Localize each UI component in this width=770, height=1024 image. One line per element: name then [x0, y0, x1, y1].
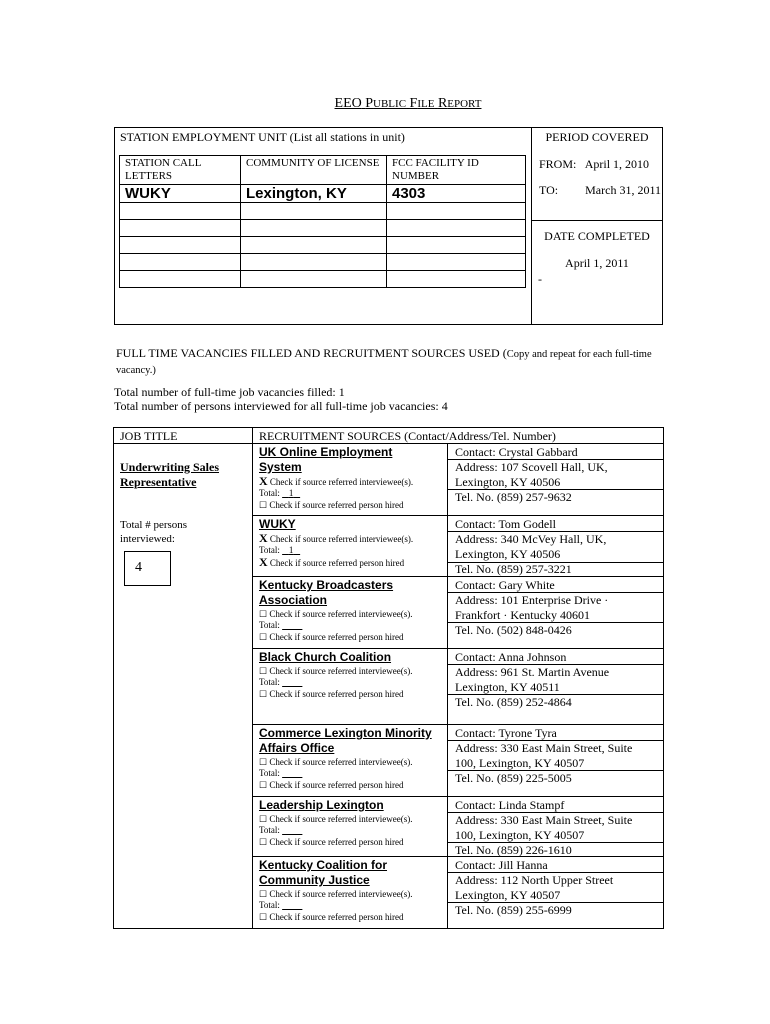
source-name: Affairs Office [259, 741, 335, 755]
hired-mark[interactable]: ☐ [259, 837, 268, 847]
total-label: Total: [259, 768, 280, 778]
job-title-header: JOB TITLE [120, 429, 178, 443]
contact-address: Address: 330 East Main Street, Suite [455, 813, 633, 827]
facility-id-value: 4303 [387, 185, 526, 203]
hired-mark[interactable]: ☐ [259, 689, 268, 699]
hired-mark[interactable]: ☐ [259, 912, 268, 922]
contact-tel: Tel. No. (859) 257-9632 [455, 490, 572, 504]
title-r: R [437, 96, 448, 111]
report-title [0, 96, 770, 112]
hired-check[interactable] [259, 688, 445, 700]
source-entry [259, 798, 445, 848]
source-entry [259, 650, 445, 700]
contact-address: Lexington, KY 40511 [455, 680, 560, 694]
hired-check[interactable] [259, 556, 445, 569]
contact-address: 100, Lexington, KY 40507 [455, 756, 585, 770]
title-eeo: EEO [334, 96, 362, 111]
contact-tel: Tel. No. (859) 226-1610 [455, 843, 572, 857]
interview-mark[interactable]: ☐ [259, 666, 268, 676]
total-label: Total: [259, 488, 280, 498]
from-value: April 1, 2010 [584, 157, 650, 171]
col-facility-id: FCC FACILITY ID NUMBER [387, 156, 526, 185]
total-line [259, 620, 445, 631]
total-value[interactable]: 1 [288, 545, 294, 555]
date-dash: - [538, 272, 542, 286]
from-label: FROM: [539, 157, 577, 171]
total-value[interactable]: 1 [288, 488, 294, 498]
source-name: Kentucky Broadcasters [259, 578, 394, 592]
period-divider [531, 220, 663, 221]
station-table-row [120, 271, 526, 288]
source-divider [252, 724, 664, 725]
source-entry [259, 578, 445, 643]
contact-tel: Tel. No. (502) 848-0426 [455, 623, 572, 637]
persons-interviewed-label [120, 518, 187, 546]
interview-check-text: Check if source referred interviewee(s). [269, 666, 413, 676]
interview-mark[interactable]: X [259, 474, 268, 488]
station-table [119, 155, 526, 288]
contact-name: Contact: Linda Stampf [455, 798, 565, 812]
interview-check-text: Check if source referred interviewee(s). [269, 757, 413, 767]
interviewed-label-1: Total # persons [120, 519, 188, 531]
contact-entry [455, 517, 661, 577]
station-table-row [120, 185, 526, 203]
period-from [539, 157, 649, 172]
contact-entry [455, 726, 661, 786]
contact-name: Contact: Tyrone Tyra [455, 726, 557, 740]
source-entry [259, 517, 445, 569]
interview-check-text: Check if source referred interviewee(s). [269, 814, 413, 824]
hired-check-text: Check if source referred person hired [269, 837, 404, 847]
total-filled: Total number of full-time job vacancies filled: 1 [114, 385, 345, 399]
hired-check-text: Check if source referred person hired [269, 500, 404, 510]
contact-address: Frankfort · Kentucky 40601 [455, 608, 590, 622]
interview-check-text: Check if source referred interviewee(s). [269, 609, 413, 619]
contact-address: Address: 330 East Main Street, Suite [455, 741, 633, 755]
source-name: Kentucky Coalition for [259, 858, 388, 872]
total-line [259, 825, 445, 836]
source-divider [252, 796, 664, 797]
source-name: System [259, 460, 302, 474]
vacancy-note: Copy and repeat for each full-time vacancy.) [116, 349, 652, 376]
title-p: P [365, 96, 374, 111]
interview-check[interactable] [259, 475, 445, 488]
contact-name: Contact: Gary White [455, 578, 555, 592]
totals-block [114, 385, 448, 413]
job-title-value [120, 460, 219, 490]
source-divider [252, 648, 664, 649]
total-label: Total: [259, 825, 280, 835]
total-label: Total: [259, 677, 280, 687]
community-value: Lexington, KY [241, 185, 387, 203]
title-f: F [409, 96, 418, 111]
to-value: March 31, 2011 [585, 183, 661, 197]
interview-mark[interactable]: ☐ [259, 889, 268, 899]
total-line [259, 488, 445, 499]
station-unit-header: STATION EMPLOYMENT UNIT (List all stations in unit) [120, 130, 405, 144]
period-covered-header: PERIOD COVERED [545, 130, 649, 144]
source-name: Commerce Lexington Minority [259, 726, 432, 740]
source-name: Association [259, 593, 328, 607]
total-label: Total: [259, 900, 280, 910]
contact-address: 100, Lexington, KY 40507 [455, 828, 585, 842]
interview-mark[interactable]: X [259, 531, 268, 545]
source-entry [259, 445, 445, 511]
contact-entry [455, 445, 661, 505]
hired-check[interactable] [259, 911, 445, 923]
contact-address: Lexington, KY 40506 [455, 547, 561, 561]
hired-mark[interactable]: ☐ [259, 500, 268, 510]
total-label: Total: [259, 620, 280, 630]
station-table-row [120, 237, 526, 254]
hired-check-text: Check if source referred person hired [269, 632, 404, 642]
interviewed-label-2: interviewed: [120, 533, 175, 545]
hired-mark[interactable]: ☐ [259, 632, 268, 642]
call-letters-value: WUKY [120, 185, 241, 203]
station-table-header-row [120, 156, 526, 185]
col-call-letters: STATION CALL LETTERS [120, 156, 241, 185]
title-ublic: UBLIC [373, 98, 407, 110]
total-line [259, 900, 445, 911]
interview-check[interactable] [259, 756, 445, 768]
contact-name: Contact: Tom Godell [455, 517, 556, 531]
interview-check-text: Check if source referred interviewee(s). [269, 534, 414, 544]
hired-mark[interactable]: ☐ [259, 780, 268, 790]
contact-tel: Tel. No. (859) 255-6999 [455, 903, 572, 917]
interview-check[interactable] [259, 665, 445, 677]
col-community: COMMUNITY OF LICENSE [241, 156, 387, 185]
contact-address: Lexington, KY 40507 [455, 888, 561, 902]
contact-name: Contact: Jill Hanna [455, 858, 548, 872]
contact-address: Address: 340 McVey Hall, UK, [455, 532, 607, 546]
period-to [539, 183, 661, 198]
hired-check[interactable] [259, 836, 445, 848]
hired-check[interactable] [259, 499, 445, 511]
contact-tel: Tel. No. (859) 252-4864 [455, 695, 572, 709]
interview-check[interactable] [259, 813, 445, 825]
vacancy-heading [116, 346, 661, 378]
job-title-line2: Representative [120, 475, 197, 489]
recruitment-sources-header: RECRUITMENT SOURCES (Contact/Address/Tel. Number) [259, 429, 556, 443]
total-interviewed: Total number of persons interviewed for all full-time job vacancies: 4 [114, 399, 448, 413]
contact-entry [455, 650, 661, 710]
interview-check[interactable] [259, 532, 445, 545]
hired-check-text: Check if source referred person hired [269, 912, 404, 922]
interview-check-text: Check if source referred interviewee(s). [269, 477, 414, 487]
vacancy-heading-text: FULL TIME VACANCIES FILLED AND RECRUITMENT SOURCES USED ( [116, 346, 507, 360]
source-name: UK Online Employment [259, 445, 393, 459]
interviewed-count-box: 4 [124, 551, 171, 586]
hired-check[interactable] [259, 631, 445, 643]
date-completed-value: April 1, 2011 [565, 256, 629, 270]
date-completed-label: DATE COMPLETED [544, 229, 650, 243]
station-table-row [120, 254, 526, 271]
interview-mark[interactable]: ☐ [259, 609, 268, 619]
hired-check[interactable] [259, 779, 445, 791]
source-name: Black Church Coalition [259, 650, 392, 664]
source-name: Community Justice [259, 873, 370, 887]
contact-tel: Tel. No. (859) 225-5005 [455, 771, 572, 785]
contact-address: Lexington, KY 40506 [455, 475, 561, 489]
station-table-row [120, 220, 526, 237]
col-divider-job [252, 427, 253, 929]
interview-check[interactable] [259, 608, 445, 620]
source-entry [259, 726, 445, 791]
total-line [259, 768, 445, 779]
source-entry [259, 858, 445, 923]
contact-address: Address: 107 Scovell Hall, UK, [455, 460, 608, 474]
hired-mark[interactable]: X [259, 555, 268, 569]
source-name: Leadership Lexington [259, 798, 384, 812]
hired-check-text: Check if source referred person hired [269, 558, 405, 568]
station-table-row [120, 203, 526, 220]
contact-name: Contact: Anna Johnson [455, 650, 567, 664]
contact-entry [455, 798, 661, 858]
job-title-line1: Underwriting Sales [120, 460, 219, 474]
total-label: Total: [259, 545, 280, 555]
interview-check-text: Check if source referred interviewee(s). [269, 889, 413, 899]
title-eport: EPORT [447, 98, 482, 110]
interview-mark[interactable]: ☐ [259, 814, 268, 824]
to-label: TO: [539, 183, 559, 197]
hired-check-text: Check if source referred person hired [269, 780, 404, 790]
contact-address: Address: 961 St. Martin Avenue [455, 665, 610, 679]
contact-entry [455, 578, 661, 638]
source-divider [252, 515, 664, 516]
contact-address: Address: 112 North Upper Street [455, 873, 614, 887]
title-ile: ILE [417, 98, 435, 110]
contact-name: Contact: Crystal Gabbard [455, 445, 578, 459]
total-line [259, 545, 445, 556]
contact-address: Address: 101 Enterprise Drive · [455, 593, 609, 607]
hired-check-text: Check if source referred person hired [269, 689, 404, 699]
interview-mark[interactable]: ☐ [259, 757, 268, 767]
contact-entry [455, 858, 661, 918]
total-line [259, 677, 445, 688]
contact-tel: Tel. No. (859) 257-3221 [455, 562, 572, 576]
source-name: WUKY [259, 517, 296, 531]
station-period-divider [531, 127, 532, 325]
interview-check[interactable] [259, 888, 445, 900]
